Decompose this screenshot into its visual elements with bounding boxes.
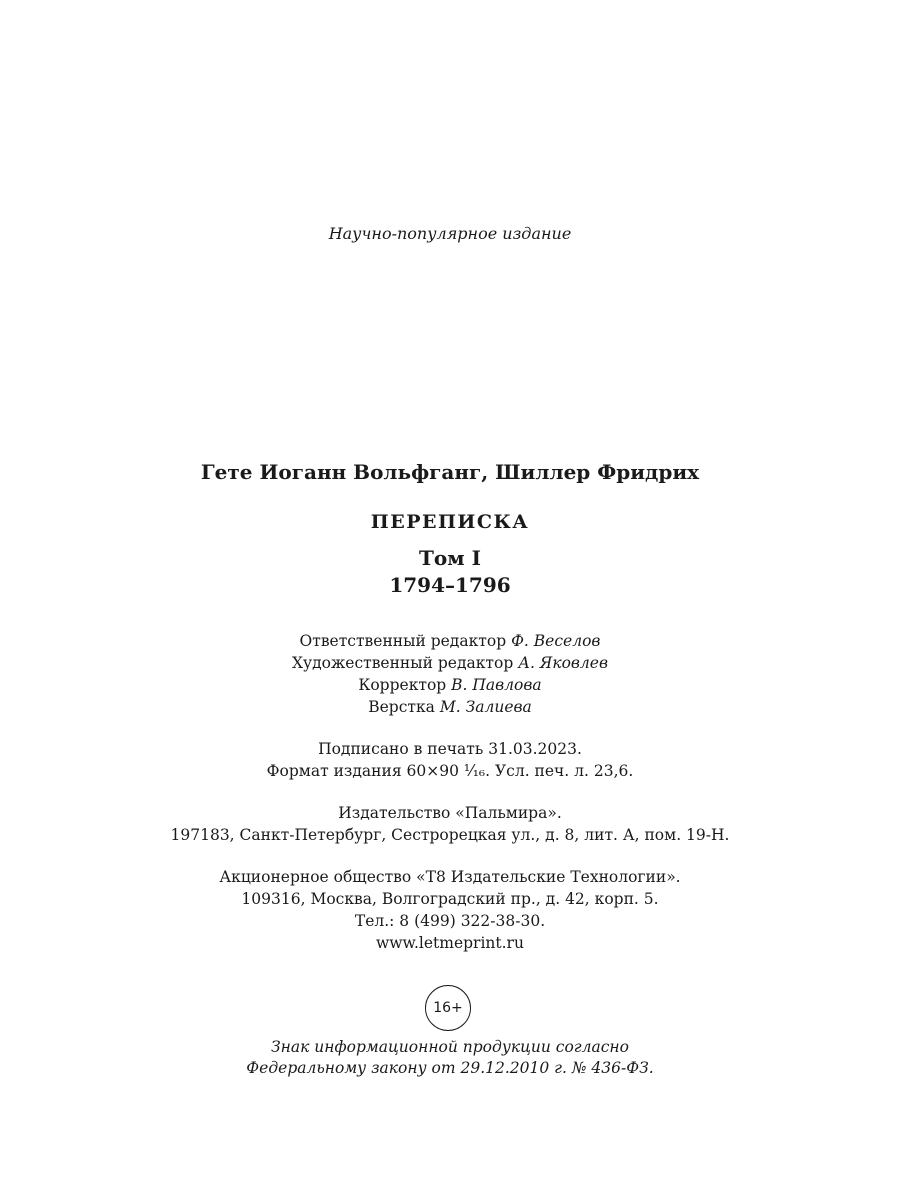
- credit-art-editor: [0, 654, 900, 672]
- credit-layout: [0, 698, 900, 716]
- printer-name: Акционерное общество «Т8 Издательские Технологии».: [219, 868, 681, 886]
- credit-role: Художественный редактор: [291, 654, 514, 672]
- years-range: 1794–1796: [389, 573, 511, 597]
- credit-name: А. Яковлев: [518, 654, 608, 672]
- edition-type: Научно-популярное издание: [328, 224, 572, 243]
- credit-responsible-editor: [0, 632, 900, 650]
- credit-name: М. Залиева: [439, 698, 532, 716]
- notice-line-2: Федеральному закону от 29.12.2010 г. № 436-ФЗ.: [246, 1059, 654, 1077]
- publisher-address: 197183, Санкт-Петербург, Сестрорецкая ул., д. 8, лит. А, пом. 19-Н.: [170, 826, 730, 844]
- printer-phone: Тел.: 8 (499) 322-38-30.: [354, 912, 546, 930]
- notice-line-1: Знак информационной продукции согласно: [271, 1038, 629, 1056]
- credit-name: Ф. Веселов: [511, 632, 601, 650]
- printer-address: 109316, Москва, Волгоградский пр., д. 42, корп. 5.: [241, 890, 659, 908]
- volume-number: Том I: [419, 546, 481, 570]
- signed-to-print: Подписано в печать 31.03.2023.: [318, 740, 582, 758]
- credit-name: В. Павлова: [451, 676, 542, 694]
- printer-website: www.letmeprint.ru: [376, 934, 524, 952]
- print-format: Формат издания 60×90 ¹⁄₁₆. Усл. печ. л. 23,6.: [266, 762, 634, 780]
- publisher-name: Издательство «Пальмира».: [338, 804, 562, 822]
- book-title: ПЕРЕПИСКА: [370, 511, 530, 533]
- age-rating-badge: 16+: [425, 985, 471, 1031]
- credit-role: Корректор: [358, 676, 447, 694]
- credit-role: Верстка: [368, 698, 435, 716]
- credit-proofreader: [0, 676, 900, 694]
- credit-role: Ответственный редактор: [299, 632, 507, 650]
- authors: Гете Иоганн Вольфганг, Шиллер Фридрих: [200, 460, 700, 484]
